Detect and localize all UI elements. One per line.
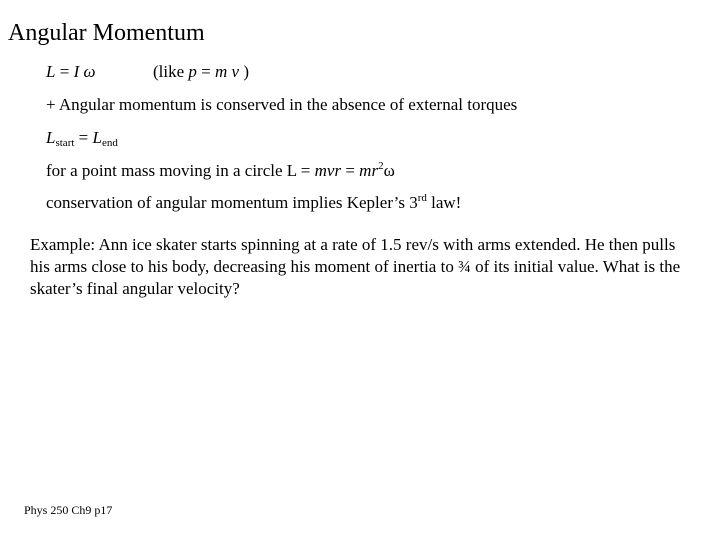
point-mass-mr: mr — [359, 161, 379, 180]
slide-title: Angular Momentum — [8, 20, 205, 46]
kepler-prefix: conservation of angular momentum implies Kepler’s 3 — [46, 193, 418, 212]
point-mass-equals: = — [341, 161, 360, 180]
conservation-equals: = — [74, 128, 93, 147]
point-mass-omega: ω — [383, 161, 395, 180]
analogy-close: ) — [239, 62, 249, 81]
L-start: L — [46, 128, 56, 147]
point-mass-line — [46, 160, 395, 181]
analogy-equals: = — [196, 62, 215, 81]
conservation-bullet: + Angular momentum is conserved in the absence of external torques — [46, 95, 518, 114]
kepler-line — [46, 192, 461, 213]
point-mass-exponent: 2 — [378, 160, 384, 172]
def-lhs: L — [46, 62, 56, 81]
kepler-suffix: law! — [426, 193, 462, 212]
point-mass-mvr: mvr — [314, 161, 342, 180]
def-equals: = — [55, 62, 74, 81]
analogy-open: (like — [153, 62, 189, 81]
L-end: L — [92, 128, 102, 147]
L-start-subscript: start — [55, 137, 75, 149]
def-rhs: I ω — [73, 62, 96, 81]
linear-momentum-analogy — [153, 62, 249, 82]
analogy-mv: m v — [215, 62, 240, 81]
conservation-equation — [46, 128, 118, 149]
point-mass-prefix: for a point mass moving in a circle L = — [46, 161, 315, 180]
analogy-p: p — [188, 62, 197, 81]
angular-momentum-definition — [46, 62, 95, 82]
example-problem: Example: Ann ice skater starts spinning at a rate of 1.5 rev/s with arms extended. He then pulls his arms close to his body, decreasing his moment of inertia to ¾ of its initial value. What is the skater’s final angular velocity? — [30, 235, 681, 298]
slide-footer: Phys 250 Ch9 p17 — [24, 503, 113, 517]
L-end-subscript: end — [101, 137, 118, 149]
kepler-ordinal: rd — [417, 192, 427, 204]
